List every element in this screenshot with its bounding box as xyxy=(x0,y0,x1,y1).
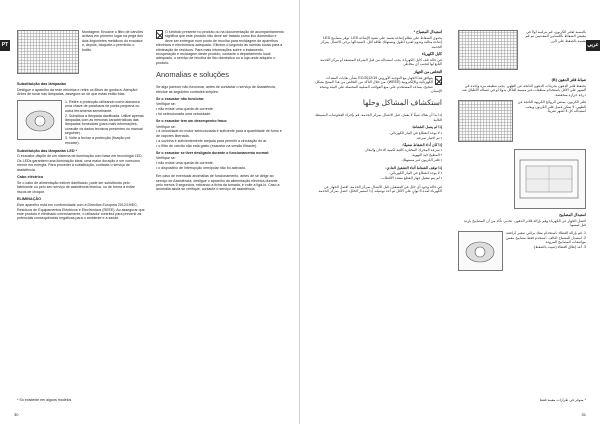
q2-item: • a velocidade do motor seleccionada é suficiente para a quantidade de fumo e de vapores libertada. xyxy=(156,129,282,138)
led-text: O exaustor dispõe de um sistema de iluminação com base em tecnologia LED. Os LEDs garantem uma iluminação ideal, uma maior duração e um consumo menor em energia. Para proceder à substituição, contacte o serviço de assistência. xyxy=(17,154,143,172)
disposal-text-body: يتوافق هذا الجهاز مع التوجيه الأوروبي 2012/19/EC بشأن نفايات المعدات الكهربائية والإلكترونية (WEEE). من خلال التأكد من التخلص من هذا المنتج بشكل صحيح، يساعد المستخدم على منع العواقب السلبية المحتملة على البيئة وصحة الإنسان. xyxy=(315,75,442,93)
q3-item: • لا يوجد انقطاع في التيار الكهربائي. xyxy=(389,171,442,176)
q1-heading: Se o exaustor não funciona: xyxy=(156,97,205,102)
bulb-step-1: 1. Retire a protecção utilizando como alavanca uma chave de parafusos de ponta pequena ou outra ferramenta semelhante. xyxy=(65,99,140,113)
bulb-step-1: 1. قم بإزالة الغطاء باستخدام مفك براغي صغير كرافعة. xyxy=(505,230,586,235)
q2-item: • فلتر الكربون غير مستهلك. xyxy=(401,158,442,163)
filter-mount-illustration xyxy=(17,30,79,74)
closing-text: في حالة وجود أي خلل في التشغيل، قبل الاتصال بمركز الخدمة، افصل الجهاز عن الكهرباء لمدة 5 ثوانٍ على الأقل ثم أعد توصيله. إذا استمر الخلل، اتصل بمركز الخدمة. xyxy=(317,184,442,194)
bulb-steps-block xyxy=(458,231,586,275)
q1-item: • não existe uma queda de corrente. xyxy=(156,106,214,111)
q2-item: • سرعة المحرك المختارة كافية لكمية الدخان والبخار. xyxy=(364,148,442,153)
q1-item: • لا يوجد انقطاع في التيار الكهربائي. xyxy=(389,130,442,135)
disposal-bin-block xyxy=(156,30,284,65)
led-text: يحتوي الشفاط على نظام إضاءة يعتمد على تقنية الإضاءة LED. توفر مصابيح LED إضاءة مثالية وتدوم لفترة أطول وتستهلك طاقة أقل. لاستبدالها يرجى الاتصال بمركز الخدمة. xyxy=(320,35,442,49)
q3-heading: Se o exaustor se tiver desligado durante o funcionamento normal: xyxy=(156,150,270,155)
troubleshoot-heading: Anomalias e soluções xyxy=(156,70,229,80)
bulb-step-3: 3. Volte a fechar a protecção (fixação por encaixe). xyxy=(65,136,131,145)
q3-intro: Verifique se: xyxy=(156,156,176,161)
disposal-text: Este aparelho está em conformidade com a Directiva Europeia 2012/19/EC, Resíduos de Equipamentos Eléctricos e Electrónicos (REEE). Ao assegurar que este produto é eliminado correctamente, o utilizador contribui para prevenir as potenciais consequências negativas para o ambiente e a saúde. xyxy=(17,203,145,221)
troubleshoot-intro: إذا بدا أن هناك شيئًا لا يعمل، قبل الاتصال بمركز الخدمة، قم بإجراء الفحوصات البسيطة التالية: xyxy=(315,113,442,122)
cable-heading: كابل الكهرباء xyxy=(421,52,442,57)
page-number: 31 xyxy=(581,412,586,417)
crossed-bin-icon xyxy=(156,30,163,39)
q2-heading: إذا كان أداء الشفاط ضعيفًا: xyxy=(402,143,442,147)
grease-filter-heading: صيانة فلتر الدهون (B) xyxy=(551,78,586,82)
q2-item: • المطبخ جيد التهوية. xyxy=(411,153,442,158)
right-column-1 xyxy=(314,30,442,196)
bulb-steps-block xyxy=(17,100,145,146)
footnote: * Só existente em alguns modelos xyxy=(17,398,72,402)
mount-block xyxy=(17,30,145,78)
led-heading: استبدال المصباح * xyxy=(413,30,442,34)
bulb-step-2: 2. Substitua a lâmpada danificada. Utilize apenas lâmpadas com as mesmas características das lâmpadas fornecidas (para mais informações, consulte os dados técnicos presentes no manual seguinte). xyxy=(65,113,144,136)
carbon-block xyxy=(458,100,586,146)
q3-item: • لم يتم تفعيل جهاز القطع متعدد الأقطاب. xyxy=(380,176,442,181)
disposal-heading: ELIMINAÇÃO xyxy=(17,197,42,202)
led-heading: Substituição das lâmpadas LED * xyxy=(17,148,78,153)
mount-text: بالنسبة لفلتر الكربون، قم بتركيبه أولاً في مقبض الشفاط باللسانين المعدنيين ثم قم بتثبيته بالضغط على الزر. xyxy=(525,30,586,43)
bulb-step-2: 2. استبدل المصباح التالف. استخدم فقط مصابيح بنفس مواصفات المصابيح المزودة. xyxy=(505,235,586,245)
cable-heading: Cabo eléctrico xyxy=(17,175,44,180)
q2-item: • a cozinha é suficientemente arejada para permitir a circulação do ar. xyxy=(156,138,268,143)
carbon-filter-text: فلتر الكربون: يمتص الروائح الكريهة الناتجة عن الطهي. لا يمكن غسل فلتر الكربون ويجب استبداله كل 4 أشهر تقريبًا. xyxy=(517,100,586,113)
q1-intro: Verifique se: xyxy=(156,102,176,107)
hood-icon xyxy=(514,150,585,209)
q1-heading: إذا لم يعمل الشفاط: xyxy=(411,125,442,130)
right-page xyxy=(300,0,600,424)
closing-text: Em caso de eventuais anomalias de funcionamento, antes de se dirigir ao serviço de Assistência, desligue o aparelho da alimentação eléctrica durante pelo menos 5 segundos, retirando a ficha da tomada, e volte a ligá-lo. Caso a anomalia ainda se verifique, contacte o serviço de assistência. xyxy=(156,174,280,192)
right-column-2 xyxy=(458,30,586,275)
bulb-text: افصل الجهاز عن الكهرباء وقم بإزالة فلاتر الدهون. تحذير: تأكد من أن المصابيح باردة قبل لمسها. xyxy=(463,219,586,228)
troubleshoot-heading: استكشاف المشاكل وحلها xyxy=(362,98,442,108)
hood-filter-illustration xyxy=(514,149,586,209)
mount-text: Montagem: Encaixe o filtro de carvões activos em primeiro lugar na pega dos dois lingueletes metálicos do exaustor e, depois, bloqueie-o premindo o botão. xyxy=(82,30,144,52)
carbon-filter-illustration xyxy=(458,100,513,142)
q2-intro: Verifique se: xyxy=(156,124,176,129)
q1-item: • تم اختيار سرعة. xyxy=(416,135,442,140)
disposal-bin-text: O símbolo presente no produto ou na documentação de acompanhamento significa que este produto não deve ser tratado como lixo doméstico e deve ser entregue num ponto de recolha para reciclagem de aparelhos eléctricos e electrónicos adequado. Elimine-o segundo as normas locais para a eliminação de resíduos. Para mais informações sobre o tratamento, recuperação e reciclagem deste produto, contacte o departamento local adequado, o serviço de recolha de lixo doméstico ou a loja onde adquiriu o produto. xyxy=(156,30,284,65)
language-tag: PT xyxy=(0,40,10,51)
q2-item: • o filtro de carvão não está gasto (exaustor na versão filtrante). xyxy=(156,143,258,148)
mount-block xyxy=(458,30,586,74)
grease-filter-text: يحتفظ فلتر الدهون بجزيئات الدهون الناتجة عن الطهي. يجب تنظيفه مرة واحدة في الشهر على الأقل باستخدام منظفات غير مسببة للتآكل يدويًا أو في غسالة الأطباق عند درجة حرارة منخفضة. xyxy=(461,83,586,97)
bulb-icon xyxy=(458,232,502,271)
bulb-step-3: 3. أعد إغلاق الغطاء (تثبيت بالضغط). xyxy=(532,245,586,250)
crossed-bin-icon xyxy=(435,76,442,85)
q1-item: • foi seleccionada uma velocidade. xyxy=(156,111,212,116)
disposal-text xyxy=(314,76,442,94)
left-column-2 xyxy=(156,30,284,195)
bulb-text: Desligue o aparelho da rede eléctrica e retire os filtros de gordura. Atenção! Antes de tocar nas lâmpadas, assegure-se de que estas estão frias. xyxy=(17,87,138,97)
q3-item: • o dispositivo de interrupção omnipolar não foi activado. xyxy=(156,165,246,170)
cable-text: في حالة تلف كابل الكهرباء، يجب استبداله من قبل الشركة المصنعة أو مركز الخدمة التابع لها لتجنب أي مخاطر. xyxy=(320,58,442,67)
bulb-heading: استبدال المصابيح xyxy=(559,213,586,218)
language-tag: عربي xyxy=(586,40,600,51)
page-number: 30 xyxy=(14,412,19,417)
left-column-1 xyxy=(17,30,145,224)
q2-heading: Se o exaustor tem um desempenho fraco: xyxy=(156,119,228,124)
troubleshoot-intro: Se algo parecer não funcionar, antes de contactar o serviço de Assistência, efectue as seguintes controles simples: xyxy=(156,85,276,94)
cable-text: Se o cabo de alimentação estiver danificado, pode ser substituído pelo fabricante ou pelo seu serviço de assistência técnica, ou de forma a evitar riscos de choque. xyxy=(17,181,135,194)
bulb-icon xyxy=(18,101,62,140)
q3-heading: إذا توقف الشفاط أثناء التشغيل العادي: xyxy=(385,165,442,170)
disposal-heading: التخلص من الجهاز xyxy=(413,69,442,74)
bulb-heading: Substituição das lâmpadas xyxy=(17,82,66,86)
q3-item: • não existe uma queda de corrente. xyxy=(156,160,214,165)
footnote: * متوفر في طرازات معينة فقط xyxy=(539,398,586,402)
bulb-illustration xyxy=(458,231,503,271)
bulb-illustration xyxy=(17,100,62,140)
filter-mount-illustration xyxy=(458,30,518,70)
